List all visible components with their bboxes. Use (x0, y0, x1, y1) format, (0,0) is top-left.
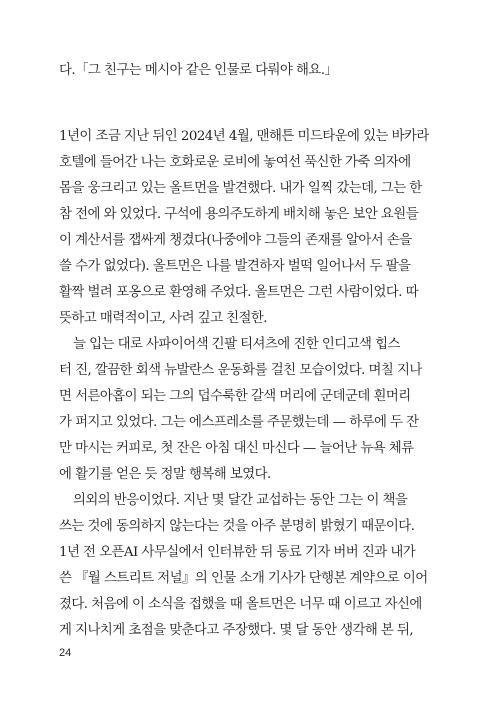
text-line: 이 계산서를 잽싸게 챙겼다(나중에야 그들의 존재를 알아서 손을 (59, 233, 412, 248)
text-line: 뜻하고 매력적이고, 사려 깊고 친절한. (59, 311, 268, 326)
text-line: 1년이 조금 지난 뒤인 2024년 4월, 맨해튼 미드타운에 있는 바카라 (59, 129, 429, 144)
text-line: 졌다. 처음에 이 소식을 접했을 때 올트먼은 너무 때 이르고 자신에 (59, 597, 422, 612)
text-line: 만 마시는 커피로, 첫 잔은 아침 대신 마신다 — 늘어난 뉴욕 체류 (59, 441, 414, 456)
page-number: 24 (59, 647, 72, 659)
text-line: 1년 전 오픈AI 사무실에서 인터뷰한 뒤 동료 기자 버버 진과 내가 (59, 545, 416, 560)
text-line: 다.「그 친구는 메시아 같은 인물로 다뤄야 해요.」 (59, 63, 338, 78)
text-line: 몸을 웅크리고 있는 올트먼을 발견했다. 내가 일찍 갔는데, 그는 한 (59, 181, 422, 196)
text-line: 늘 입는 대로 사파이어색 긴팔 티셔츠에 진한 인디고색 힙스 (73, 337, 400, 352)
text-line: 터 진, 깔끔한 회색 뉴발란스 운동화를 걸친 모습이었다. 며칠 지나 (59, 363, 422, 378)
text-line: 호텔에 들어간 나는 호화로운 로비에 놓여선 푹신한 가죽 의자에 (59, 155, 411, 170)
text-line: 가 퍼지고 있었다. 그는 에스프레소를 주문했는데 — 하루에 두 잔 (59, 415, 419, 430)
text-line: 쓸 수가 없었다). 올트먼은 나를 발견하자 벌떡 일어나서 두 팔을 (59, 259, 411, 274)
text-line: 의외의 반응이었다. 지난 몇 달간 교섭하는 동안 그는 이 책을 (73, 493, 408, 508)
text-line: 에 활기를 얻은 듯 정말 행복해 보였다. (59, 467, 271, 482)
text-line: 쓴 『월 스트리트 저널』의 인물 소개 기사가 단행본 계약으로 이어 (59, 571, 428, 586)
text-line: 참 전에 와 있었다. 구석에 용의주도하게 배치해 놓은 보안 요원들 (59, 207, 419, 222)
text-line: 활짝 벌려 포옹으로 환영해 주었다. 올트먼은 그런 사람이었다. 따 (59, 285, 419, 300)
text-line: 게 지나치게 초점을 맞춘다고 주장했다. 몇 달 동안 생각해 본 뒤, (59, 623, 414, 638)
text-line: 쓰는 것에 동의하지 않는다는 것을 아주 분명히 밝혔기 때문이다. (59, 519, 415, 534)
text-line: 면 서른아홉이 되는 그의 덥수룩한 갈색 머리에 군데군데 흰머리 (59, 389, 411, 404)
